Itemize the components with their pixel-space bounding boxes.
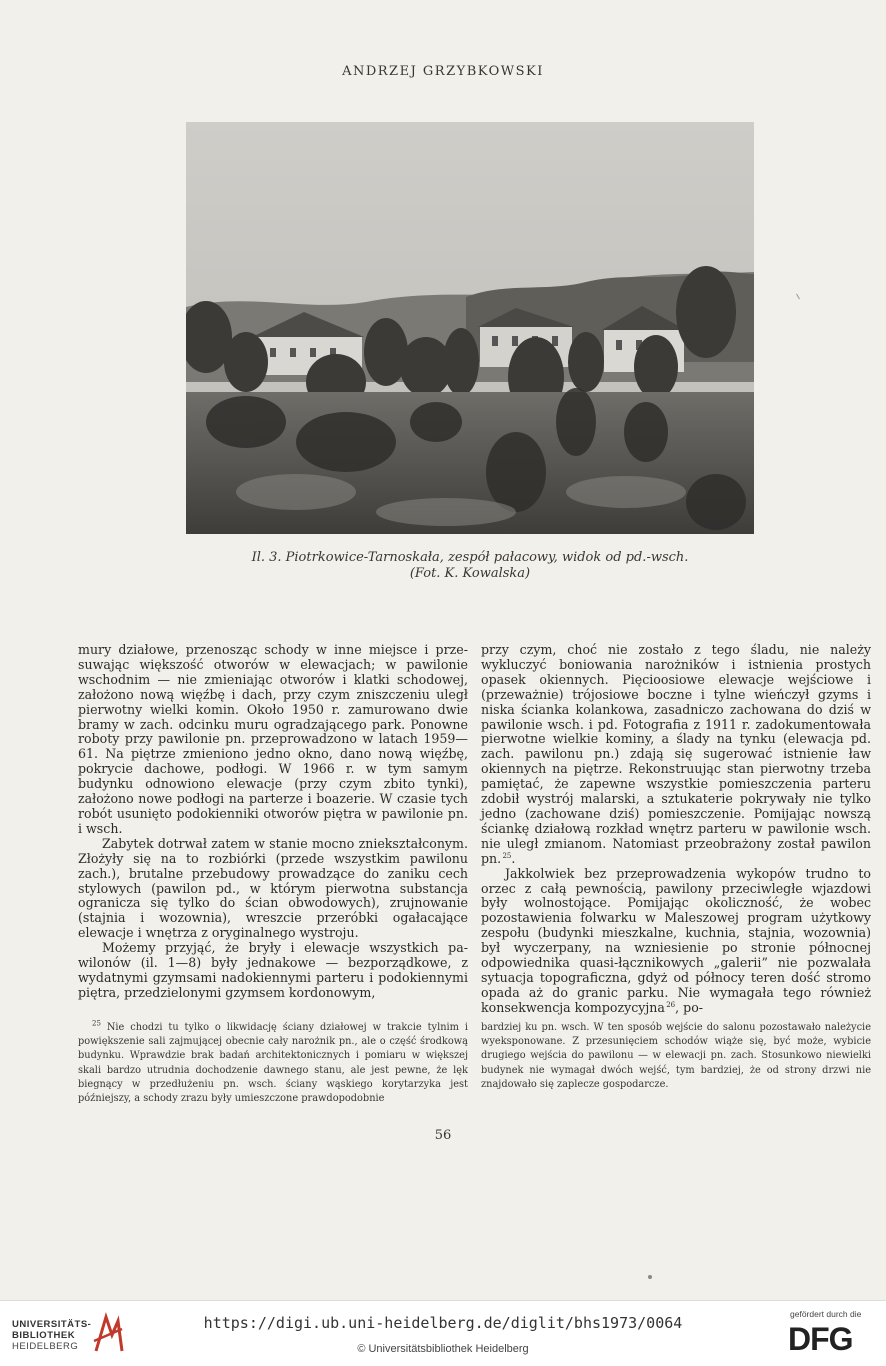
running-head: ANDRZEJ GRZYBKOWSKI [342, 64, 544, 79]
scan-mark [796, 294, 800, 300]
figure-caption [186, 550, 754, 582]
viewer-footer [0, 1300, 886, 1366]
footnote-ref[interactable]: 25 [502, 851, 512, 860]
hyphenated-word: po- [683, 999, 704, 1015]
dfg-logo[interactable]: DFG [788, 1321, 853, 1357]
permalink-url[interactable]: https://digi.ub.uni-heidelberg.de/diglit/bhs1973/0064 [203, 1314, 683, 1332]
paragraph: Jakkolwiek bez przeprowadzenia wykopów trudno to orzec z całą pewnością, pawilony przeciwległe wjazdowi były wolnostojące. Pomijając okoliczność, że wobec pozostawienia folwarku w Maleszowej program użytkowy zespołu (budynki mieszkalne, kuchnia, stajnia, wozownia) był wyczerpany, na wzniesienie po stronie północnej odpowiednika quasi-łącznikowych „galerii” nie pozwalała sytuacja topograficzna, gdyż od północy teren dość stromo opada aż do granic parku. Nie wymagała tego również konsekwencja kompozycyjna $^{26}$, po- [481, 865, 871, 1015]
footnote-text: Nie chodzi tu tylko o likwidację ściany działowej w trakcie tylnim i powiększenie sali zajmującej obecnie cały narożnik pn., ale o część środkową budynku. Wprawdzie brak badań architektonicznych i pomiaru w większej skali bardzo utrudnia dochodzenie dawnego stanu, ale jest pewne, że lęk biegnący w przedłużeniu pn. wsch. ściany wąskiego korytarzyka jest późniejszy, a schody zrazu były umieszczone prawdopodobnie [78, 1022, 468, 1105]
sentence-end: . [511, 850, 516, 866]
footnotes-left [78, 1021, 468, 1106]
photograph-palace-complex [186, 122, 754, 534]
footnote-ref[interactable]: 26 [666, 1000, 676, 1009]
footnote-number: 25 [92, 1019, 101, 1028]
library-line-2: BIBLIOTHEK [12, 1330, 76, 1341]
funded-by-label: gefördert durch die [790, 1309, 862, 1319]
text-column-left [78, 643, 468, 1001]
paragraph: Zabytek dotrwał zatem w stanie mocno zniekształconym. Złożyły się na to rozbiórki (przede wszystkim pawilonu zach.), brutalne przebudowy prowadzące do zaniku cech stylowych (pawilon pd., w którym pierwotna substancja ogranicza się tylko do ścian obwodowych), zrujnowanie (stajnia i wozownia), wreszcie przeróbki ogałacające elewacje i wnętrza z oryginalnego wystroju. [78, 835, 468, 941]
palace-photo-illustration [186, 122, 754, 534]
caption-line-1: Il. 3. Piotrkowice-Tarnoskała, zespół pałacowy, widok od pd.-wsch. [251, 550, 689, 565]
footnotes-right [481, 1021, 871, 1092]
paragraph-text: Jakkolwiek bez przeprowadzenia wykopów trudno to orzec z całą pewnością, pawilony przeciwległe wjazdowi były wolnostojące. Pomijając okoliczność, że wobec pozostawienia folwarku w Maleszowej program użytkowy zespołu (budynki mieszkalne, kuchnia, stajnia, wozownia) był wyczerpany, na wzniesienie po stronie północnej odpowiednika quasi-łącznikowych „galerii” nie pozwalała sytuacja topograficzna, gdyż od północy teren dość stromo opada aż do granic parku. Nie wymagała tego również konsekwencja kompozycyjna [481, 865, 871, 1015]
footnote-25 [78, 1021, 468, 1106]
page-number: 56 [434, 1128, 452, 1143]
paragraph: mury działowe, przenosząc schody w inne miejsce i przesuwając większość otworów w elewacjach; w pawilonie wschodnim — nie zmieniając otworów i klatki schodowej, założono nową więźbę i dach, przy czym zniszczeniu uległ pierwotny wielki komin. Około 1950 r. zamurowano dwie bramy w zach. odcinku muru ogradzającego park. Ponowne roboty przy pawilonie pn. przeprowadzono w latach 1959—61. Na piętrze zmieniono jedno okno, dano nową więźbę, pokrycie dachowe, podłogi. W 1966 r. w tym samym budynku odnowiono elewacje (przy czym zbito tynki), założono nowe podłogi na parterze i boazerie. W czasie tych robót usunięto podokienniki otworów piętra w pawilonie pn. i wsch. [78, 642, 468, 836]
text-column-right [481, 643, 871, 1016]
paragraph: Możemy przyjąć, że bryły i elewacje wszystkich pawilonów (il. 1—8) były jednakowe — bezporządkowe, z wydatnymi gzymsami nadokiennymi parteru i podokiennymi piętra, przedzielonymi gzymsem kordonowym, [78, 940, 468, 1000]
library-line-1: UNIVERSITÄTS- [12, 1319, 92, 1330]
copyright-notice: © Universitätsbibliothek Heidelberg [357, 1343, 529, 1355]
library-line-3: HEIDELBERG [12, 1341, 79, 1352]
footnote-continuation: bardziej ku pn. wsch. W ten sposób wejście do salonu pozostawało należycie wyeksponowane. Z przesunięciem schodów wiąże się, być może, wybicie drugiego wejścia do pawilonu — w elewacji pn. zach. Stosunkowo niewielki budynek nie wymagał dwóch wejść, tym bardziej, że od strony drzwi nie znajdowało się zaplecze gospodarcze. [481, 1022, 871, 1090]
paragraph-text: przy czym, choć nie zostało z tego śladu, nie należy wykluczyć boniowania narożników i istnienia prostych opasek okiennych. Pięcioosiowe elewacje wejściowe i (przeważnie) trójosiowe boczne i tylne wieńczył gzyms i niska ścianka kolankowa, zasadniczo zachowana do dziś w pawilonie wsch. i pd. Fotografia z 1911 r. zadokumentowała pierwotne wielkie kominy, a ślady na tynku (elewacja pd. zach. pawilonu pn.) zdają się sugerować istnienie ław okiennych na piętrze. Rekonstruując stan pierwotny trzeba pamiętać, że zapewne wszystkie pomieszczenia parteru zdobił wystrój malarski, a sztukaterie pokrywały nie tylko jedno (zachowane dziś) pomieszczenie. Pomijając nowszą ściankę działową rozkład wnętrz parteru w pawilonie wsch. nie uległ zmianom. Natomiast przeobrażony został pawilon pn. [481, 642, 871, 866]
paragraph [481, 643, 871, 867]
caption-line-2: (Fot. K. Kowalska) [409, 566, 531, 581]
scan-speck [648, 1275, 652, 1279]
